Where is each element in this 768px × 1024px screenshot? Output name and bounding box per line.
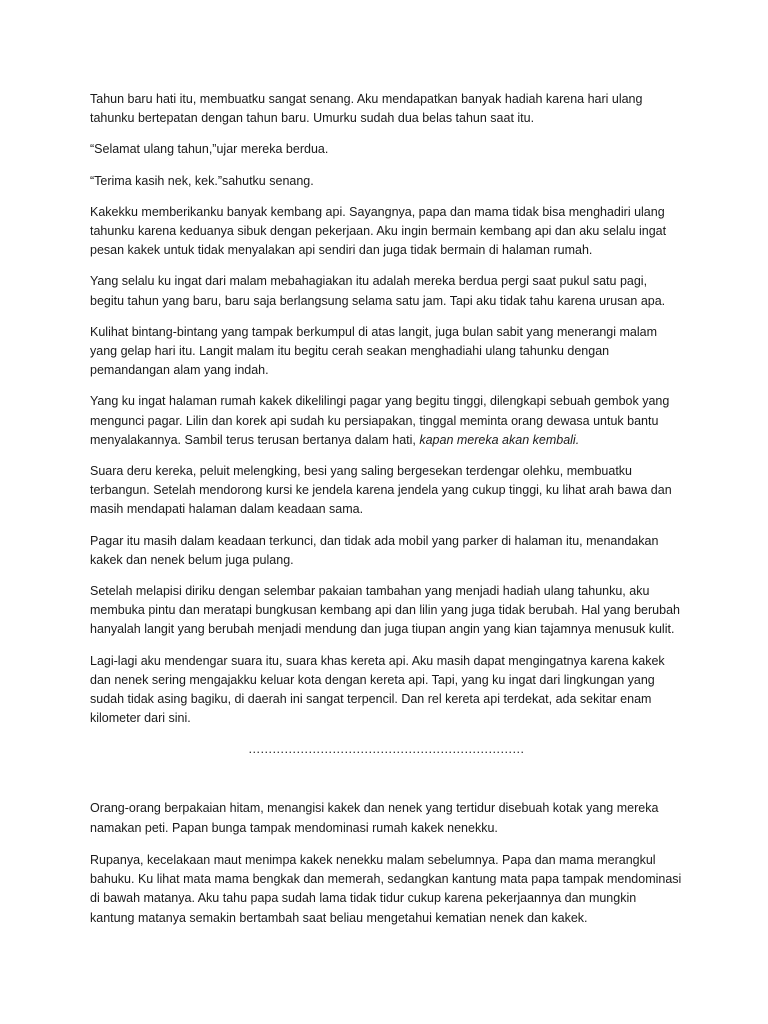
paragraph-3: “Terima kasih nek, kek.”sahutku senang. <box>90 173 314 188</box>
section-2 <box>90 799 682 927</box>
paragraph-8: Suara deru kereka, peluit melengking, besi yang saling bergesekan terdengar olehku, membuatku terbangun. Setelah mendorong kursi ke jendela karena jendela yang cukup tinggi, ku lihat arah bawa dan masih mendapati halaman dalam keadaan sama. <box>90 464 672 517</box>
paragraph-5: Yang selalu ku ingat dari malam mebahagiakan itu adalah mereka berdua pergi saat pukul satu pagi, begitu tahun yang baru, baru saja berlangsung selama satu jam. Tapi aku tidak tahu karena urusan apa. <box>90 274 666 308</box>
document-page <box>90 90 682 941</box>
paragraph-7-text: Yang ku ingat halaman rumah kakek dikelilingi pagar yang begitu tinggi, dilengkapi sebuah gembok yang mengunci pagar. Lilin dan korek api sudah ku persiapakan, tinggal meminta orang dewasa untuk bantu menyalakannya. Sambil terus terusan bertanya dalam hati, <box>90 394 670 447</box>
paragraph-2: “Selamat ulang tahun,”ujar mereka berdua. <box>90 142 329 157</box>
paragraph-11: Lagi-lagi aku mendengar suara itu, suara khas kereta api. Aku masih dapat mengingatnya karena kakek dan nenek sering mengajakku keluar kota dengan kereta api. Tapi, yang ku ingat dari lingkungan yang sudah tidak asing bagiku, di daerah ini sangat terpencil. Dan rel kereta api terdekat, ada sekitar enam kilometer dari sini. <box>90 653 665 726</box>
paragraph-10: Setelah melapisi diriku dengan selembar pakaian tambahan yang menjadi hadiah ulang tahunku, aku membuka pintu dan meratapi bungkusan kembang api dan lilin yang juga tidak berubah. Hal yang berubah hanyalah langit yang berubah menjadi mendung dan juga tiupan angin yang kian tajamnya menusuk kulit. <box>90 584 680 637</box>
paragraph-7 <box>90 392 682 450</box>
paragraph-6: Kulihat bintang-bintang yang tampak berkumpul di atas langit, juga bulan sabit yang menerangi malam yang gelap hari itu. Langit malam itu begitu cerah seakan menghadiahi ulang tahunku dengan pemandangan alam yang indah. <box>90 324 658 378</box>
paragraph-4: Kakekku memberikanku banyak kembang api. Sayangnya, papa dan mama tidak bisa menghadiri ulang tahunku karena keduanya sibuk dengan pekerjaan. Aku ingin bermain kembang api dan aku selalu ingat pesan kakek untuk tidak menyalakan api sendiri dan juga tidak bermain di halaman rumah. <box>90 204 667 258</box>
paragraph-12: Orang-orang berpakaian hitam, menangisi kakek dan nenek yang tertidur disebuah kotak yang mereka namakan peti. Papan bunga tampak mendominasi rumah kakek nenekku. <box>90 801 659 835</box>
paragraph-13: Rupanya, kecelakaan maut menimpa kakek nenekku malam sebelumnya. Papa dan mama merangkul bahuku. Ku lihat mata mama bengkak dan memerah, sedangkan kantung mata papa tampak mendominasi di bawah matanya. Aku tahu papa sudah lama tidak tidur cukup karena pekerjaannya dan mungkin kantung matanya semakin bertambah saat beliau mengetahui kematian nenek dan kakek. <box>90 852 682 925</box>
section-divider: …………………………………………………………… <box>248 742 524 757</box>
paragraph-1: Tahun baru hati itu, membuatku sangat senang. Aku mendapatkan banyak hadiah karena hari ulang tahunku bertepatan dengan tahun baru. Umurku sudah dua belas tahun saat itu. <box>90 92 643 126</box>
paragraph-7-italic: kapan mereka akan kembali. <box>419 432 580 447</box>
paragraph-9: Pagar itu masih dalam keadaan terkunci, dan tidak ada mobil yang parker di halaman itu, menandakan kakek dan nenek belum juga pulang. <box>90 533 659 567</box>
